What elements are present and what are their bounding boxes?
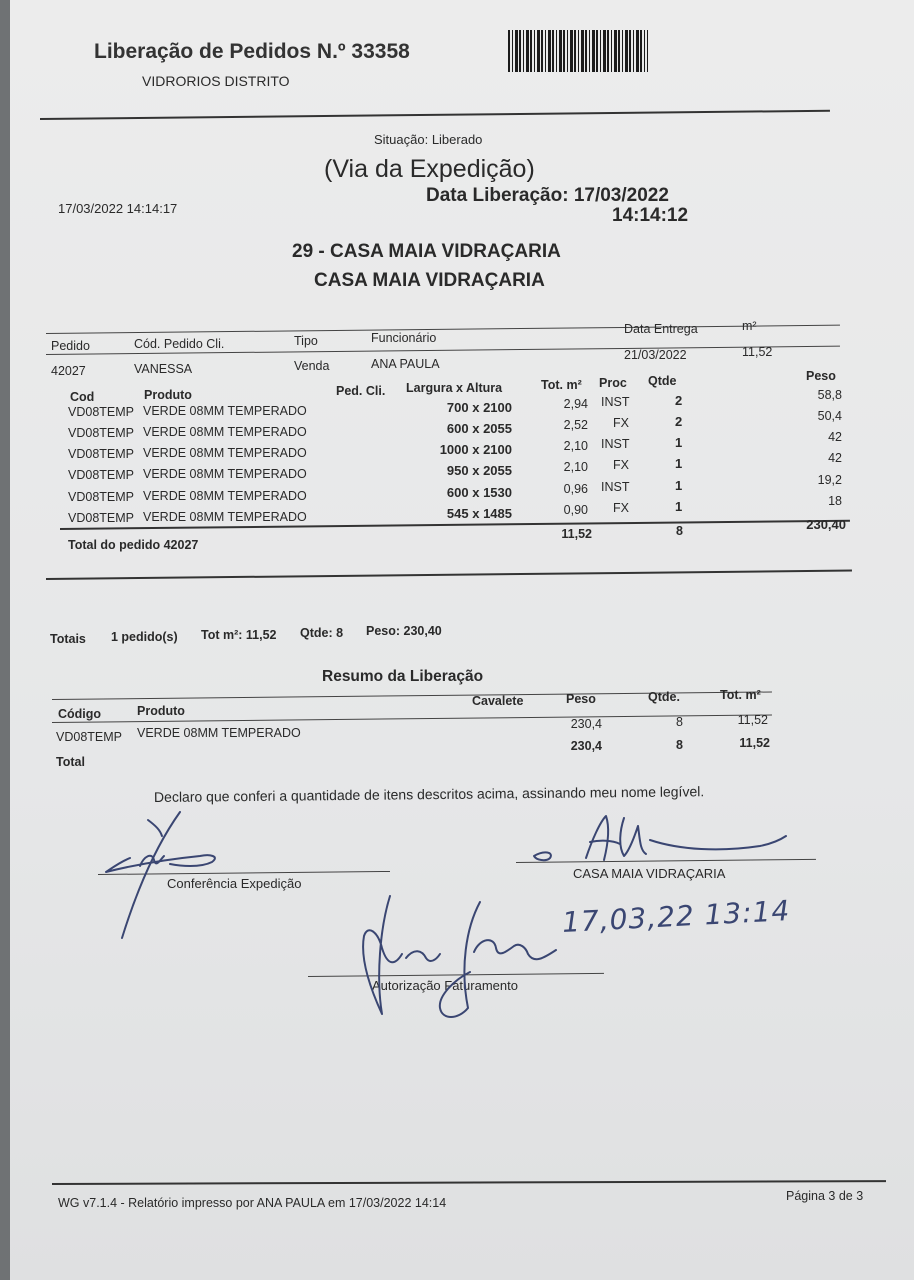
items-col-tot-m2: Tot. m² [541,378,582,392]
item-qtde: 1 [675,478,683,493]
signature-conferencia [100,800,240,950]
resumo-col-peso: Peso [566,692,596,706]
item-peso: 50,4 [817,409,842,423]
items-col-peso: Peso [806,369,836,383]
item-dim: 600 x 2055 [446,421,512,436]
conferencia-label: Conferência Expedição [167,876,302,891]
totals-peso: Peso: 230,40 [366,624,442,638]
handwritten-date: 17,03,22 13:14 [561,894,791,939]
col-data-entrega: Data Entrega [624,322,698,336]
item-tot: 0,90 [563,503,588,517]
item-peso: 42 [828,451,842,465]
resumo-total-label: Total [56,755,85,769]
item-cod: VD08TEMP [68,405,134,419]
resumo-total-qtde: 8 [676,738,683,752]
item-proc: FX [613,501,629,515]
funcionario-value: ANA PAULA [371,357,440,371]
item-produto: VERDE 08MM TEMPERADO [143,489,307,503]
resumo-peso: 230,4 [570,717,602,731]
resumo-total-tot: 11,52 [739,736,770,750]
col-m2: m² [742,319,757,333]
item-cod: VD08TEMP [68,490,134,504]
resumo-col-qtde: Qtde. [648,690,680,704]
totals-tot-m2: Tot m²: 11,52 [201,628,277,642]
totals-qtde: Qtde: 8 [300,626,344,640]
footer-printed-by: WG v7.1.4 - Relatório impresso por ANA PAULA em 17/03/2022 14:14 [58,1196,447,1210]
col-funcionario: Funcionário [371,331,437,345]
data-entrega-value: 21/03/2022 [624,348,687,362]
col-cod-cli: Cód. Pedido Cli. [134,337,225,351]
item-dim: 600 x 1530 [446,485,512,500]
order-total-peso: 230,40 [806,517,846,532]
hora-liberacao: 14:14:12 [612,205,689,226]
item-qtde: 1 [675,499,683,514]
totals-label: Totais [50,632,86,646]
item-produto: VERDE 08MM TEMPERADO [143,446,307,460]
company-name: VIDRORIOS DISTRITO [142,73,290,89]
declaration-text: Declaro que conferi a quantidade de itens descritos acima, assinando meu nome legível. [153,783,705,805]
divider [52,1180,886,1185]
resumo-title: Resumo da Liberação [322,668,484,685]
divider [40,110,830,120]
item-tot: 2,10 [563,439,588,453]
item-cod: VD08TEMP [68,468,134,482]
item-produto: VERDE 08MM TEMPERADO [143,510,307,524]
autorizacao-label: Autorização Faturamento [372,978,518,993]
item-proc: INST [601,395,630,409]
resumo-qtde: 8 [676,715,683,729]
col-pedido: Pedido [51,339,90,353]
item-qtde: 1 [675,435,683,450]
items-col-largura-altura: Largura x Altura [406,381,503,395]
item-qtde: 1 [675,456,683,471]
divider [46,570,852,580]
item-qtde: 2 [675,414,683,429]
item-tot: 2,94 [563,397,588,411]
signature-autorizacao [330,888,570,1028]
signature-cliente [520,810,800,870]
order-total-label: Total do pedido 42027 [68,538,199,552]
client-name-1: 29 - CASA MAIA VIDRAÇARIA [292,241,561,262]
item-dim: 1000 x 2100 [439,442,512,457]
situacao-label: Situação: Liberado [374,132,483,147]
item-cod: VD08TEMP [68,447,134,461]
item-proc: FX [613,416,629,430]
barcode [508,30,648,72]
item-qtde: 2 [675,393,683,408]
item-dim: 700 x 2100 [446,400,512,415]
divider [46,325,840,334]
tipo-value: Venda [294,359,330,373]
resumo-total-peso: 230,4 [570,739,602,753]
col-tipo: Tipo [294,334,318,348]
item-produto: VERDE 08MM TEMPERADO [143,404,307,418]
item-peso: 19,2 [817,473,842,487]
pedido-value: 42027 [51,364,86,378]
item-produto: VERDE 08MM TEMPERADO [143,425,307,439]
item-peso: 42 [828,430,842,444]
document-title: Liberação de Pedidos N.º 33358 [94,40,410,63]
resumo-codigo: VD08TEMP [56,730,122,744]
item-tot: 2,52 [563,418,588,432]
item-peso: 18 [828,494,842,508]
items-col-qtde: Qtde [648,374,677,388]
item-dim: 950 x 2055 [446,463,512,478]
items-col-proc: Proc [599,376,627,390]
items-col-produto: Produto [144,388,192,402]
client-name-2: CASA MAIA VIDRAÇARIA [314,270,545,291]
item-tot: 2,10 [563,460,588,474]
footer-page: Página 3 de 3 [786,1189,864,1203]
item-produto: VERDE 08MM TEMPERADO [143,467,307,481]
resumo-tot: 11,52 [737,713,768,727]
resumo-col-cavalete: Cavalete [472,694,524,708]
totals-pedidos: 1 pedido(s) [111,630,178,644]
item-proc: INST [601,480,630,494]
resumo-produto: VERDE 08MM TEMPERADO [137,726,301,740]
items-col-cod: Cod [70,390,95,404]
via-label: (Via da Expedição) [324,155,535,183]
item-cod: VD08TEMP [68,426,134,440]
order-total-qtde: 8 [676,524,683,538]
item-dim: 545 x 1485 [446,506,512,521]
document-page [10,0,914,1280]
printed-datetime: 17/03/2022 14:14:17 [58,201,178,216]
item-cod: VD08TEMP [68,511,134,525]
item-proc: INST [601,437,630,451]
data-liberacao: Data Liberação: 17/03/2022 [426,185,669,206]
item-peso: 58,8 [817,388,842,402]
resumo-col-codigo: Código [58,707,102,721]
order-total-tot: 11,52 [561,527,592,541]
item-proc: FX [613,458,629,472]
item-tot: 0,96 [563,482,588,496]
cliente-label: CASA MAIA VIDRAÇARIA [573,866,726,881]
m2-value: 11,52 [742,345,773,359]
resumo-col-produto: Produto [137,704,185,718]
cod-cli-value: VANESSA [134,362,193,376]
items-col-ped-cli: Ped. Cli. [336,384,386,398]
resumo-col-tot: Tot. m² [720,688,761,702]
